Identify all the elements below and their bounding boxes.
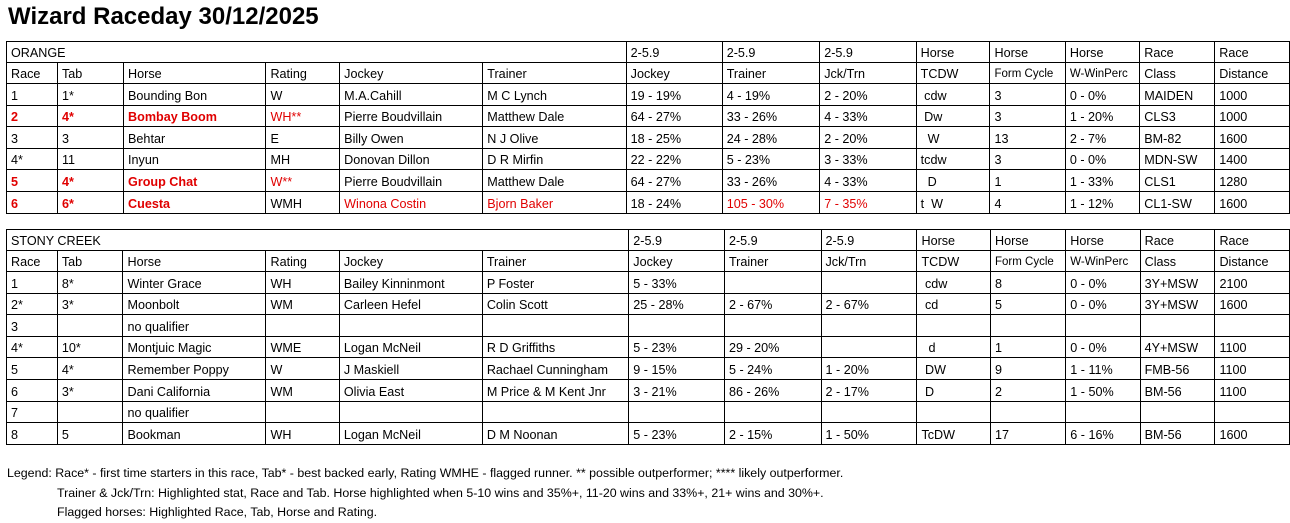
cell-jockey-stat: 19 - 19% — [626, 84, 722, 106]
cell-jockey: Pierre Boudvillain — [340, 170, 483, 192]
cell-trainer: N J Olive — [483, 127, 626, 149]
cell-race-class: MAIDEN — [1140, 84, 1215, 106]
column-header-rating: Rating — [266, 251, 339, 272]
column-header-form-cycle: Form Cycle — [990, 63, 1065, 84]
cell-tab: 4* — [57, 358, 123, 380]
cell-w-winperc: 6 - 16% — [1066, 423, 1140, 445]
cell-jck-trn-stat: 2 - 17% — [821, 379, 917, 401]
cell-form-cycle: 1 — [990, 336, 1065, 358]
cell-jockey-stat: 18 - 24% — [626, 191, 722, 213]
cell-race-class: CL1-SW — [1140, 191, 1215, 213]
cell-jockey-stat: 25 - 28% — [629, 293, 725, 315]
cell-trainer: D R Mirfin — [483, 148, 626, 170]
cell-race-class — [1140, 401, 1215, 423]
cell-tab: 5 — [57, 423, 123, 445]
column-header-rating: Rating — [266, 63, 340, 84]
column-header-horse: Horse — [124, 63, 266, 84]
cell-horse: Moonbolt — [123, 293, 266, 315]
cell-w-winperc: 0 - 0% — [1065, 84, 1139, 106]
cell-race-class: FMB-56 — [1140, 358, 1215, 380]
cell-form-cycle: 4 — [990, 191, 1065, 213]
cell-jockey: Logan McNeil — [339, 336, 482, 358]
cell-jockey-stat: 18 - 25% — [626, 127, 722, 149]
table-row — [7, 379, 1290, 401]
cell-jck-trn-stat: 1 - 50% — [821, 423, 917, 445]
cell-trainer-stat: 33 - 26% — [722, 170, 820, 192]
cell-rating: E — [266, 127, 340, 149]
table-row — [7, 336, 1290, 358]
cell-jockey: M.A.Cahill — [340, 84, 483, 106]
page-title: Wizard Raceday 30/12/2025 — [8, 3, 319, 30]
column-header-horse: Horse — [123, 251, 266, 272]
cell-race-class: CLS3 — [1140, 105, 1215, 127]
column-header-race-class: Class — [1140, 63, 1215, 84]
cell-tcdw — [917, 315, 991, 337]
cell-jockey: Bailey Kinninmont — [339, 272, 482, 294]
cell-horse: Dani California — [123, 379, 266, 401]
cell-form-cycle: 17 — [990, 423, 1065, 445]
cell-jockey-stat: 64 - 27% — [626, 105, 722, 127]
stony-creek-race-table — [6, 229, 1290, 445]
header-top-jockey-stat: 2-5.9 — [629, 230, 725, 251]
cell-tab — [57, 401, 123, 423]
cell-jockey: Logan McNeil — [339, 423, 482, 445]
cell-trainer-stat: 24 - 28% — [722, 127, 820, 149]
cell-race: 6 — [7, 379, 58, 401]
cell-tcdw: D — [916, 170, 990, 192]
cell-horse: Group Chat — [124, 170, 266, 192]
column-header-jockey: Jockey — [339, 251, 482, 272]
cell-jockey — [339, 315, 482, 337]
cell-trainer: Matthew Dale — [483, 170, 626, 192]
cell-tab: 3* — [57, 379, 123, 401]
cell-trainer: P Foster — [482, 272, 628, 294]
cell-trainer-stat: 33 - 26% — [722, 105, 820, 127]
cell-rating: WH — [266, 272, 339, 294]
cell-tcdw: tcdw — [916, 148, 990, 170]
cell-trainer-stat: 86 - 26% — [724, 379, 821, 401]
cell-trainer-stat: 5 - 24% — [724, 358, 821, 380]
cell-race-class: 3Y+MSW — [1140, 272, 1215, 294]
cell-w-winperc: 2 - 7% — [1065, 127, 1139, 149]
cell-horse: Winter Grace — [123, 272, 266, 294]
cell-jockey-stat: 64 - 27% — [626, 170, 722, 192]
column-header-tab: Tab — [57, 63, 123, 84]
column-header-race-distance: Distance — [1215, 63, 1290, 84]
column-header-trainer-stat: Trainer — [724, 251, 821, 272]
column-header-tcdw: TCDW — [917, 251, 991, 272]
cell-tcdw: W — [916, 127, 990, 149]
cell-tab — [57, 315, 123, 337]
cell-horse: no qualifier — [123, 315, 266, 337]
cell-form-cycle: 1 — [990, 170, 1065, 192]
cell-race-distance: 1280 — [1215, 170, 1290, 192]
meeting-name: STONY CREEK — [7, 230, 629, 251]
cell-form-cycle: 2 — [990, 379, 1065, 401]
cell-race: 5 — [7, 358, 58, 380]
cell-trainer-stat: 5 - 23% — [722, 148, 820, 170]
column-header-race: Race — [7, 63, 58, 84]
column-header-trainer: Trainer — [483, 63, 626, 84]
cell-w-winperc: 0 - 0% — [1066, 336, 1140, 358]
cell-race-distance: 1000 — [1215, 84, 1290, 106]
column-header-w-winperc: W-WinPerc — [1065, 63, 1139, 84]
cell-jck-trn-stat: 4 - 33% — [820, 105, 916, 127]
cell-tab: 4* — [57, 105, 123, 127]
column-header-jockey: Jockey — [340, 63, 483, 84]
cell-tab: 1* — [57, 84, 123, 106]
cell-tcdw: Dw — [916, 105, 990, 127]
cell-trainer-stat: 105 - 30% — [722, 191, 820, 213]
cell-jockey: Donovan Dillon — [340, 148, 483, 170]
cell-form-cycle: 3 — [990, 84, 1065, 106]
cell-trainer: Rachael Cunningham — [482, 358, 628, 380]
cell-jockey-stat: 22 - 22% — [626, 148, 722, 170]
cell-tcdw: TcDW — [917, 423, 991, 445]
header-top-trainer-stat: 2-5.9 — [722, 42, 820, 63]
cell-jck-trn-stat: 3 - 33% — [820, 148, 916, 170]
cell-rating: W — [266, 358, 339, 380]
cell-jck-trn-stat: 2 - 20% — [820, 84, 916, 106]
column-header-jck-trn-stat: Jck/Trn — [821, 251, 917, 272]
column-header-tab: Tab — [57, 251, 123, 272]
cell-w-winperc: 1 - 33% — [1065, 170, 1139, 192]
cell-w-winperc: 0 - 0% — [1065, 148, 1139, 170]
cell-rating: W** — [266, 170, 340, 192]
header-top-race-class: Race — [1140, 230, 1215, 251]
column-header-tcdw: TCDW — [916, 63, 990, 84]
cell-horse: Cuesta — [124, 191, 266, 213]
header-top-race-distance: Race — [1215, 42, 1290, 63]
cell-form-cycle: 3 — [990, 148, 1065, 170]
header-top-jck-trn-stat: 2-5.9 — [820, 42, 916, 63]
cell-rating: WM — [266, 379, 339, 401]
table-row — [7, 191, 1290, 213]
legend-line-2: Trainer & Jck/Trn: Highlighted stat, Race and Tab. Horse highlighted when 5-10 wins and 35%+, 11-20 wins and 33%+, 21+ wins and 30%+. — [57, 485, 824, 500]
header-top-jockey-stat: 2-5.9 — [626, 42, 722, 63]
cell-trainer-stat — [724, 401, 821, 423]
cell-horse: no qualifier — [123, 401, 266, 423]
table-row — [7, 148, 1290, 170]
cell-w-winperc: 1 - 50% — [1066, 379, 1140, 401]
column-header-w-winperc: W-WinPerc — [1066, 251, 1140, 272]
cell-race: 4* — [7, 336, 58, 358]
table-row — [7, 315, 1290, 337]
cell-horse: Inyun — [124, 148, 266, 170]
cell-horse: Montjuic Magic — [123, 336, 266, 358]
cell-race-distance: 1600 — [1215, 127, 1290, 149]
header-top-race-distance: Race — [1215, 230, 1290, 251]
cell-w-winperc: 0 - 0% — [1066, 272, 1140, 294]
cell-tab: 4* — [57, 170, 123, 192]
cell-jck-trn-stat — [821, 401, 917, 423]
cell-jockey: Carleen Hefel — [339, 293, 482, 315]
cell-jockey — [339, 401, 482, 423]
cell-race: 6 — [7, 191, 58, 213]
header-top-w-winperc: Horse — [1065, 42, 1139, 63]
cell-w-winperc — [1066, 401, 1140, 423]
cell-tcdw: cd — [917, 293, 991, 315]
table-row — [7, 127, 1290, 149]
cell-tcdw: DW — [917, 358, 991, 380]
cell-w-winperc — [1066, 315, 1140, 337]
table-row — [7, 358, 1290, 380]
cell-race-class: MDN-SW — [1140, 148, 1215, 170]
cell-trainer-stat — [724, 315, 821, 337]
cell-form-cycle: 8 — [990, 272, 1065, 294]
cell-jockey-stat — [629, 315, 725, 337]
cell-jck-trn-stat: 1 - 20% — [821, 358, 917, 380]
header-top-race-class: Race — [1140, 42, 1215, 63]
meeting-name: ORANGE — [7, 42, 627, 63]
cell-rating: MH — [266, 148, 340, 170]
cell-rating — [266, 401, 339, 423]
cell-trainer: Bjorn Baker — [483, 191, 626, 213]
cell-tab: 3 — [57, 127, 123, 149]
column-header-race-class: Class — [1140, 251, 1215, 272]
cell-race: 3 — [7, 315, 58, 337]
cell-rating: WME — [266, 336, 339, 358]
orange-race-table — [6, 41, 1290, 214]
header-row-top — [7, 42, 1290, 63]
header-row — [7, 63, 1290, 84]
cell-w-winperc: 0 - 0% — [1066, 293, 1140, 315]
column-header-trainer: Trainer — [482, 251, 628, 272]
cell-trainer-stat: 2 - 67% — [724, 293, 821, 315]
cell-jck-trn-stat: 7 - 35% — [820, 191, 916, 213]
cell-trainer-stat — [724, 272, 821, 294]
cell-race-distance: 1100 — [1215, 358, 1290, 380]
table-row — [7, 293, 1290, 315]
cell-tab: 3* — [57, 293, 123, 315]
cell-race: 7 — [7, 401, 58, 423]
cell-trainer-stat: 4 - 19% — [722, 84, 820, 106]
cell-jockey-stat: 5 - 23% — [629, 336, 725, 358]
cell-race-distance: 1600 — [1215, 191, 1290, 213]
cell-rating — [266, 315, 339, 337]
cell-jockey-stat: 5 - 23% — [629, 423, 725, 445]
header-top-tcdw: Horse — [917, 230, 991, 251]
cell-trainer — [482, 315, 628, 337]
cell-trainer-stat: 2 - 15% — [724, 423, 821, 445]
cell-rating: WM — [266, 293, 339, 315]
legend-line-1: Legend: Race* - first time starters in this race, Tab* - best backed early, Rating WMHE - flagged runner. ** possible outperformer; **** likely outperformer. — [7, 466, 844, 480]
cell-race-distance: 1600 — [1215, 293, 1290, 315]
cell-rating: WH — [266, 423, 339, 445]
cell-trainer: Colin Scott — [482, 293, 628, 315]
legend — [7, 464, 843, 523]
table-row — [7, 84, 1290, 106]
cell-jck-trn-stat — [821, 315, 917, 337]
cell-race-class: BM-82 — [1140, 127, 1215, 149]
cell-jockey-stat — [629, 401, 725, 423]
cell-jockey-stat: 3 - 21% — [629, 379, 725, 401]
cell-trainer: M C Lynch — [483, 84, 626, 106]
cell-race: 8 — [7, 423, 58, 445]
cell-horse: Bombay Boom — [124, 105, 266, 127]
header-top-form-cycle: Horse — [990, 230, 1065, 251]
cell-race: 5 — [7, 170, 58, 192]
cell-trainer — [482, 401, 628, 423]
cell-form-cycle — [990, 401, 1065, 423]
cell-race-class: 3Y+MSW — [1140, 293, 1215, 315]
cell-rating: WH** — [266, 105, 340, 127]
cell-jockey: J Maskiell — [339, 358, 482, 380]
cell-horse: Behtar — [124, 127, 266, 149]
cell-jck-trn-stat — [821, 336, 917, 358]
cell-tcdw: d — [917, 336, 991, 358]
cell-jockey-stat: 5 - 33% — [629, 272, 725, 294]
cell-w-winperc: 1 - 12% — [1065, 191, 1139, 213]
cell-form-cycle: 3 — [990, 105, 1065, 127]
cell-jockey-stat: 9 - 15% — [629, 358, 725, 380]
cell-race-distance: 1600 — [1215, 423, 1290, 445]
cell-tcdw: cdw — [916, 84, 990, 106]
cell-race-distance — [1215, 401, 1290, 423]
cell-jck-trn-stat: 2 - 20% — [820, 127, 916, 149]
cell-race-class: CLS1 — [1140, 170, 1215, 192]
column-header-jockey-stat: Jockey — [626, 63, 722, 84]
header-top-tcdw: Horse — [916, 42, 990, 63]
header-row-top — [7, 230, 1290, 251]
cell-trainer: Matthew Dale — [483, 105, 626, 127]
column-header-form-cycle: Form Cycle — [990, 251, 1065, 272]
header-top-jck-trn-stat: 2-5.9 — [821, 230, 917, 251]
cell-race-distance: 2100 — [1215, 272, 1290, 294]
table-row — [7, 272, 1290, 294]
header-top-w-winperc: Horse — [1066, 230, 1140, 251]
cell-tcdw: cdw — [917, 272, 991, 294]
cell-tcdw: D — [917, 379, 991, 401]
cell-form-cycle: 13 — [990, 127, 1065, 149]
cell-race-distance: 1100 — [1215, 336, 1290, 358]
cell-race-class: 4Y+MSW — [1140, 336, 1215, 358]
cell-horse: Bounding Bon — [124, 84, 266, 106]
cell-horse: Bookman — [123, 423, 266, 445]
cell-w-winperc: 1 - 20% — [1065, 105, 1139, 127]
cell-jck-trn-stat — [821, 272, 917, 294]
cell-tab: 6* — [57, 191, 123, 213]
cell-tab: 11 — [57, 148, 123, 170]
cell-race: 2 — [7, 105, 58, 127]
cell-race-distance: 1100 — [1215, 379, 1290, 401]
column-header-jockey-stat: Jockey — [629, 251, 725, 272]
cell-race: 4* — [7, 148, 58, 170]
header-top-form-cycle: Horse — [990, 42, 1065, 63]
cell-tab: 10* — [57, 336, 123, 358]
cell-race-distance — [1215, 315, 1290, 337]
cell-w-winperc: 1 - 11% — [1066, 358, 1140, 380]
cell-trainer: M Price & M Kent Jnr — [482, 379, 628, 401]
table-row — [7, 423, 1290, 445]
cell-race-distance: 1000 — [1215, 105, 1290, 127]
cell-jockey: Olivia East — [339, 379, 482, 401]
cell-race: 3 — [7, 127, 58, 149]
cell-jockey: Pierre Boudvillain — [340, 105, 483, 127]
cell-race-distance: 1400 — [1215, 148, 1290, 170]
cell-race: 1 — [7, 84, 58, 106]
table-row — [7, 170, 1290, 192]
cell-race: 1 — [7, 272, 58, 294]
cell-trainer: D M Noonan — [482, 423, 628, 445]
table-row — [7, 401, 1290, 423]
cell-race-class — [1140, 315, 1215, 337]
cell-jck-trn-stat: 2 - 67% — [821, 293, 917, 315]
column-header-trainer-stat: Trainer — [722, 63, 820, 84]
cell-race: 2* — [7, 293, 58, 315]
cell-trainer-stat: 29 - 20% — [724, 336, 821, 358]
column-header-race: Race — [7, 251, 58, 272]
cell-tab: 8* — [57, 272, 123, 294]
header-top-trainer-stat: 2-5.9 — [724, 230, 821, 251]
cell-rating: WMH — [266, 191, 340, 213]
cell-jockey: Winona Costin — [340, 191, 483, 213]
table-row — [7, 105, 1290, 127]
header-row — [7, 251, 1290, 272]
cell-rating: W — [266, 84, 340, 106]
cell-form-cycle — [990, 315, 1065, 337]
cell-form-cycle: 5 — [990, 293, 1065, 315]
cell-tcdw — [917, 401, 991, 423]
cell-trainer: R D Griffiths — [482, 336, 628, 358]
legend-line-3: Flagged horses: Highlighted Race, Tab, Horse and Rating. — [57, 505, 378, 519]
cell-jck-trn-stat: 4 - 33% — [820, 170, 916, 192]
cell-horse: Remember Poppy — [123, 358, 266, 380]
cell-form-cycle: 9 — [990, 358, 1065, 380]
column-header-race-distance: Distance — [1215, 251, 1290, 272]
cell-jockey: Billy Owen — [340, 127, 483, 149]
column-header-jck-trn-stat: Jck/Trn — [820, 63, 916, 84]
cell-tcdw: t W — [916, 191, 990, 213]
cell-race-class: BM-56 — [1140, 379, 1215, 401]
cell-race-class: BM-56 — [1140, 423, 1215, 445]
